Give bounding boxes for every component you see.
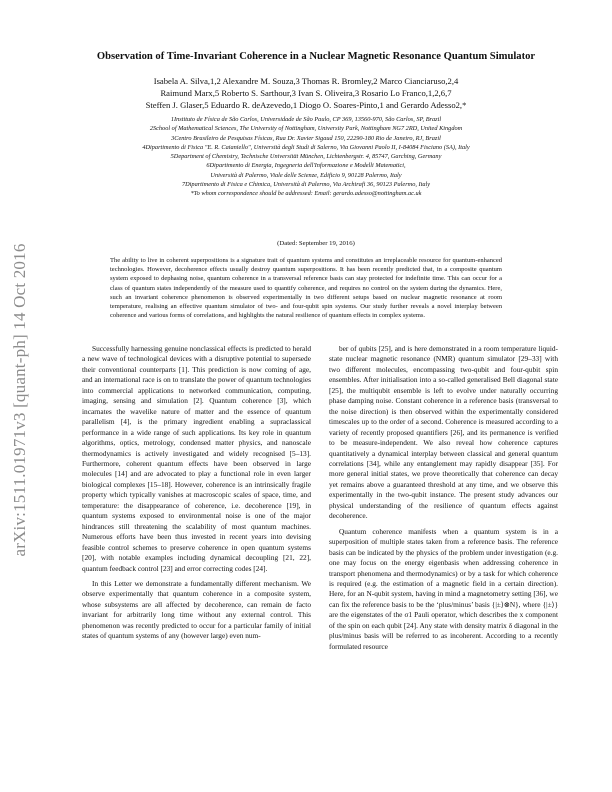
affiliation: 4Dipartimento di Fisica "E. R. Caianiello", Università degli Studi di Salerno, Via Giovanni Paolo II, I-84084 Fisciano (SA), Italy <box>142 143 470 151</box>
body-paragraph: In this Letter we demonstrate a fundamentally different mechanism. We observe experimentally that quantum coherence in a composite system, whose subsystems are all affected by decoherence, can remain de facto invariant for arbitrarily long time without any external control. This phenomenon was recently predicted to occur for a particular family of initial states of quantum systems of any (however large) even num- <box>82 578 311 641</box>
body-paragraph: Successfully harnessing genuine nonclassical effects is predicted to herald a new wave of technological devices with a disruptive potential to supersede their conventional counterparts [1]. This prediction is now coming of age, and an international race is on to translate the power of quantum technologies into commercial applications to networked communication, computing, imaging, sensing and simulation [2]. Quantum coherence [3], which incarnates the wavelike nature of matter and the essence of quantum parallelism [4], is the primary ingredient enabling a supraclassical performance in a wide range of such applications. Its key role in quantum algorithms, optics, metrology, condensed matter physics, and nanoscale thermodynamics is actively investigated and widely recognised [5–13]. Furthermore, coherent quantum effects have been observed in large molecules [14] and are advocated to play a functional role in even larger biological complexes [15–18]. However, coherence is an intrinsically fragile property which typically vanishes at macroscopic scales of space, time, and temperature: the disappearance of coherence, i.e. decoherence [19], in quantum systems exposed to environmental noise is one of the major hindrances still threatening the scalability of most quantum machines. Numerous efforts have been thus invested in recent years into devising feasible control schemes to preserve coherence in open quantum systems [20], with notable examples including dynamical decoupling [21, 22], quantum feedback control [23] and error correcting codes [24]. <box>82 344 311 573</box>
author-line: Isabela A. Silva,1,2 Alexandre M. Souza,3 Thomas R. Bromley,2 Marco Cianciaruso,2,4 <box>153 76 459 86</box>
abstract: The ability to live in coherent superpositions is a signature trait of quantum systems and constitutes an irreplaceable resource for quantum-enhanced technologies. However, decoherence effects usually destroy quantum superpositions. It has been recently predicted that, in a composite quantum system exposed to dephasing noise, quantum coherence in a transversal reference basis can stay protected for indefinite time. This can occur for a class of quantum states independently of the measure used to quantify coherence, and requires no control on the system during the dynamics. Here, such an invariant coherence phenomenon is observed experimentally in two different setups based on nuclear magnetic resonance at room temperature, realising an effective quantum simulator of two- and four-qubit spin systems. Our study further reveals a novel interplay between coherence and various forms of correlations, and highlights the natural resilience of quantum effects in complex systems. <box>110 257 502 320</box>
arxiv-identifier <box>6 200 34 600</box>
author-list <box>70 75 542 112</box>
author-line: Raimund Marx,5 Roberto S. Sarthour,3 Ivan S. Oliveira,3 Rosario Lo Franco,1,2,6,7 <box>160 88 452 99</box>
affiliation: 6Dipartimento di Energia, Ingegneria dell'Informazione e Modelli Matematici, <box>206 162 406 170</box>
correspondence-note: *To whom correspondence should be addressed: Email: gerardo.adesso@nottingham.ac.uk <box>190 190 422 198</box>
affiliation-list <box>60 115 552 199</box>
affiliation: 1Instituto de Física de São Carlos, Universidade de São Paulo, CP 369, 13560-970, São Carlos, SP, Brazil <box>170 116 442 123</box>
left-column <box>82 344 311 642</box>
affiliation: 2School of Mathematical Sciences, The University of Nottingham, University Park, Nottingham NG7 2RD, United Kingdom <box>149 125 463 133</box>
body-paragraph: Quantum coherence manifests when a quantum system is in a superposition of multiple states taken from a reference basis. The reference basis can be indicated by the physics of the problem under investigation (e.g. one may focus on the energy eigenbasis when addressing coherence in transport phenomena and thermodynamics) or by a task for which coherence is required (e.g. the estimation of a magnetic field in a certain direction). Here, for an N-qubit system, having in mind a magnetometry setting [36], we can fix the reference basis to be the ‘plus/minus’ basis {|±⟩⊗N}, where {|±⟩} are the eigenstates of the σ1 Pauli operator, which describes the x component of the spin on each qubit [24]. Any state with density matrix δ diagonal in the plus/minus basis will be referred to as incoherent. According to a recently formulated resource <box>329 526 558 651</box>
affiliation: Università di Palermo, Viale delle Scienze, Edificio 9, 90128 Palermo, Italy <box>210 171 402 179</box>
body-paragraph: ber of qubits [25], and is here demonstrated in a room temperature liquid-state nuclear magnetic resonance (NMR) quantum simulator [29–33] with two different molecules, encompassing two-qubit and four-qubit spin ensembles. After initialisation into a so-called generalised Bell diagonal state [25], the multiqubit ensemble is left to evolve under naturally occurring phase damping noise. Constant coherence in a reference basis (transversal to the noise direction) is then observed within the experimentally considered timescales up to the order of a second. Coherence is measured according to a variety of recently proposed quantifiers [26], and its permanence is verified to be measure-independent. We also reveal how coherence captures quantitatively a dynamical interplay between classical and general quantum correlations [34], while any entanglement may rapidly disappear [35]. For more general initial states, we prove theoretically that coherence can decay yet remains above a guaranteed threshold at any time, and we observe this experimentally in the two-qubit instance. The present study advances our physical understanding of the resilience of quantum effects against decoherence. <box>329 344 558 521</box>
affiliation: 3Centro Brasileiro de Pesquisas Físicas, Rua Dr. Xavier Sigaud 150, 22290-180 Rio de Janeiro, RJ, Brazil <box>171 134 441 142</box>
paper-title: Observation of Time-Invariant Coherence in a Nuclear Magnetic Resonance Quantum Simulator <box>96 51 536 62</box>
affiliation: 5Department of Chemistry, Technische Universität München, Lichtenbergstr. 4, 85747, Garching, Germany <box>170 153 442 161</box>
date-line: (Dated: September 19, 2016) <box>277 240 355 247</box>
arxiv-id-text: arXiv:1511.01971v3 [quant-ph] 14 Oct 2016 <box>10 243 29 557</box>
right-column <box>329 344 558 652</box>
author-line: Steffen J. Glaser,5 Eduardo R. deAzevedo,1 Diogo O. Soares-Pinto,1 and Gerardo Adesso2,* <box>145 100 467 111</box>
affiliation: 7Dipartimento di Fisica e Chimica, Università di Palermo, Via Archirafi 36, 90123 Palermo, Italy <box>181 181 431 189</box>
